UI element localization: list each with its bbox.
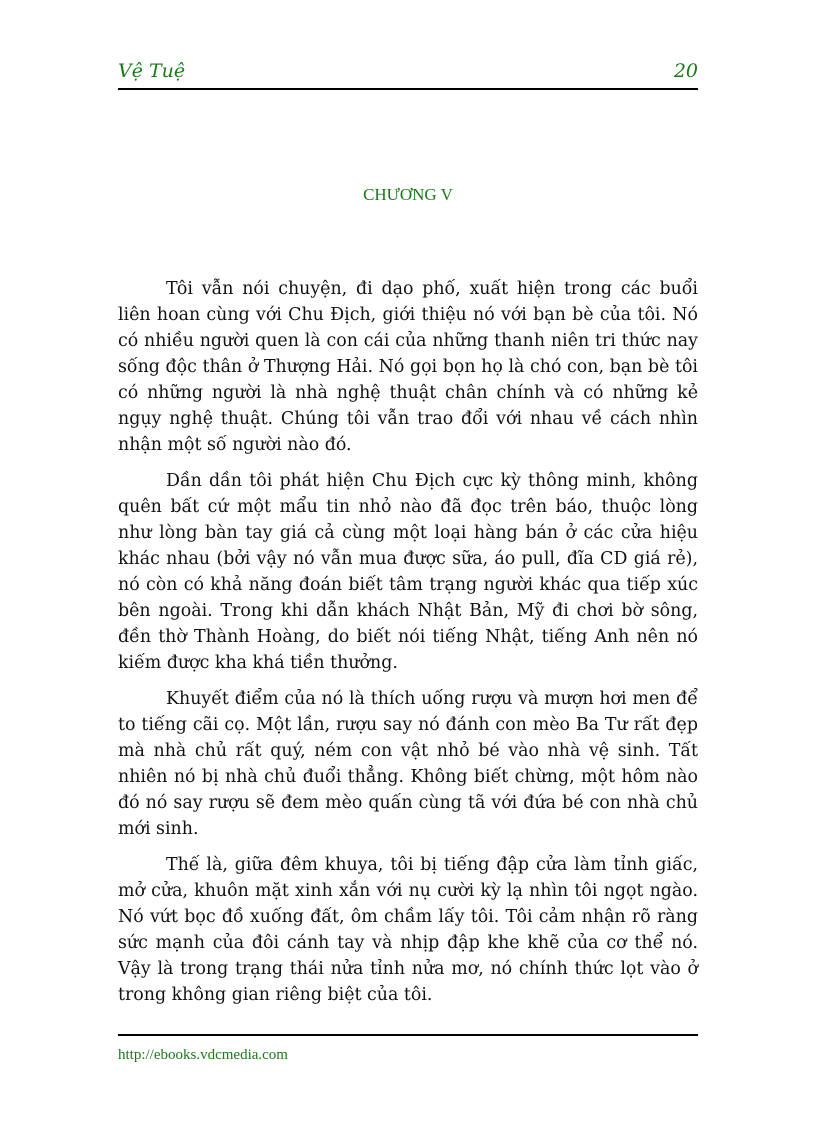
body-text (118, 276, 698, 1018)
paragraph: Thế là, giữa đêm khuya, tôi bị tiếng đập cửa làm tỉnh giấc, mở cửa, khuôn mặt xinh xắn với nụ cười kỳ lạ nhìn tôi ngọt ngào. Nó vứt bọc đồ xuống đất, ôm chầm lấy tôi. Tôi cảm nhận rõ ràng sức mạnh của đôi cánh tay và nhịp đập khe khẽ của cơ thể nó. Vậy là trong trạng thái nửa tỉnh nửa mơ, nó chính thức lọt vào ở trong không gian riêng biệt của tôi. (118, 855, 698, 1005)
running-header (118, 60, 698, 90)
paragraph: Dần dần tôi phát hiện Chu Địch cực kỳ thông minh, không quên bất cứ một mẩu tin nhỏ nào đã đọc trên báo, thuộc lòng như lòng bàn tay giá cả cùng một loại hàng bán ở các cửa hiệu khác nhau (bởi vậy nó vẫn mua được sữa, áo pull, đĩa CD giá rẻ), nó còn có khả năng đoán biết tâm trạng người khác qua tiếp xúc bên ngoài. Trong khi dẫn khách Nhật Bản, Mỹ đi chơi bờ sông, đền thờ Thành Hoàng, do biết nói tiếng Nhật, tiếng Anh nên nó kiếm được kha khá tiền thưởng. (118, 471, 698, 673)
page-number: 20 (673, 60, 698, 82)
chapter-title: CHƯƠNG V (363, 185, 453, 204)
header-author: Vệ Tuệ (118, 60, 186, 82)
footer-url[interactable]: http://ebooks.vdcmedia.com (118, 1047, 288, 1063)
page-footer (118, 1034, 698, 1064)
paragraph: Khuyết điểm của nó là thích uống rượu và mượn hơi men để to tiếng cãi cọ. Một lần, rượu say nó đánh con mèo Ba Tư rất đẹp mà nhà chủ rất quý, ném con vật nhỏ bé vào nhà vệ sinh. Tất nhiên nó bị nhà chủ đuổi thẳng. Không biết chừng, một hôm nào đó nó say rượu sẽ đem mèo quấn cùng tã với đứa bé con nhà chủ mới sinh. (118, 689, 698, 839)
paragraph: Tôi vẫn nói chuyện, đi dạo phố, xuất hiện trong các buổi liên hoan cùng với Chu Địch, giới thiệu nó với bạn bè của tôi. Nó có nhiều người quen là con cái của những thanh niên tri thức nay sống độc thân ở Thượng Hải. Nó gọi bọn họ là chó con, bạn bè tôi có những người là nhà nghệ thuật chân chính và có những kẻ ngụy nghệ thuật. Chúng tôi vẫn trao đổi với nhau về cách nhìn nhận một số người nào đó. (118, 279, 698, 455)
